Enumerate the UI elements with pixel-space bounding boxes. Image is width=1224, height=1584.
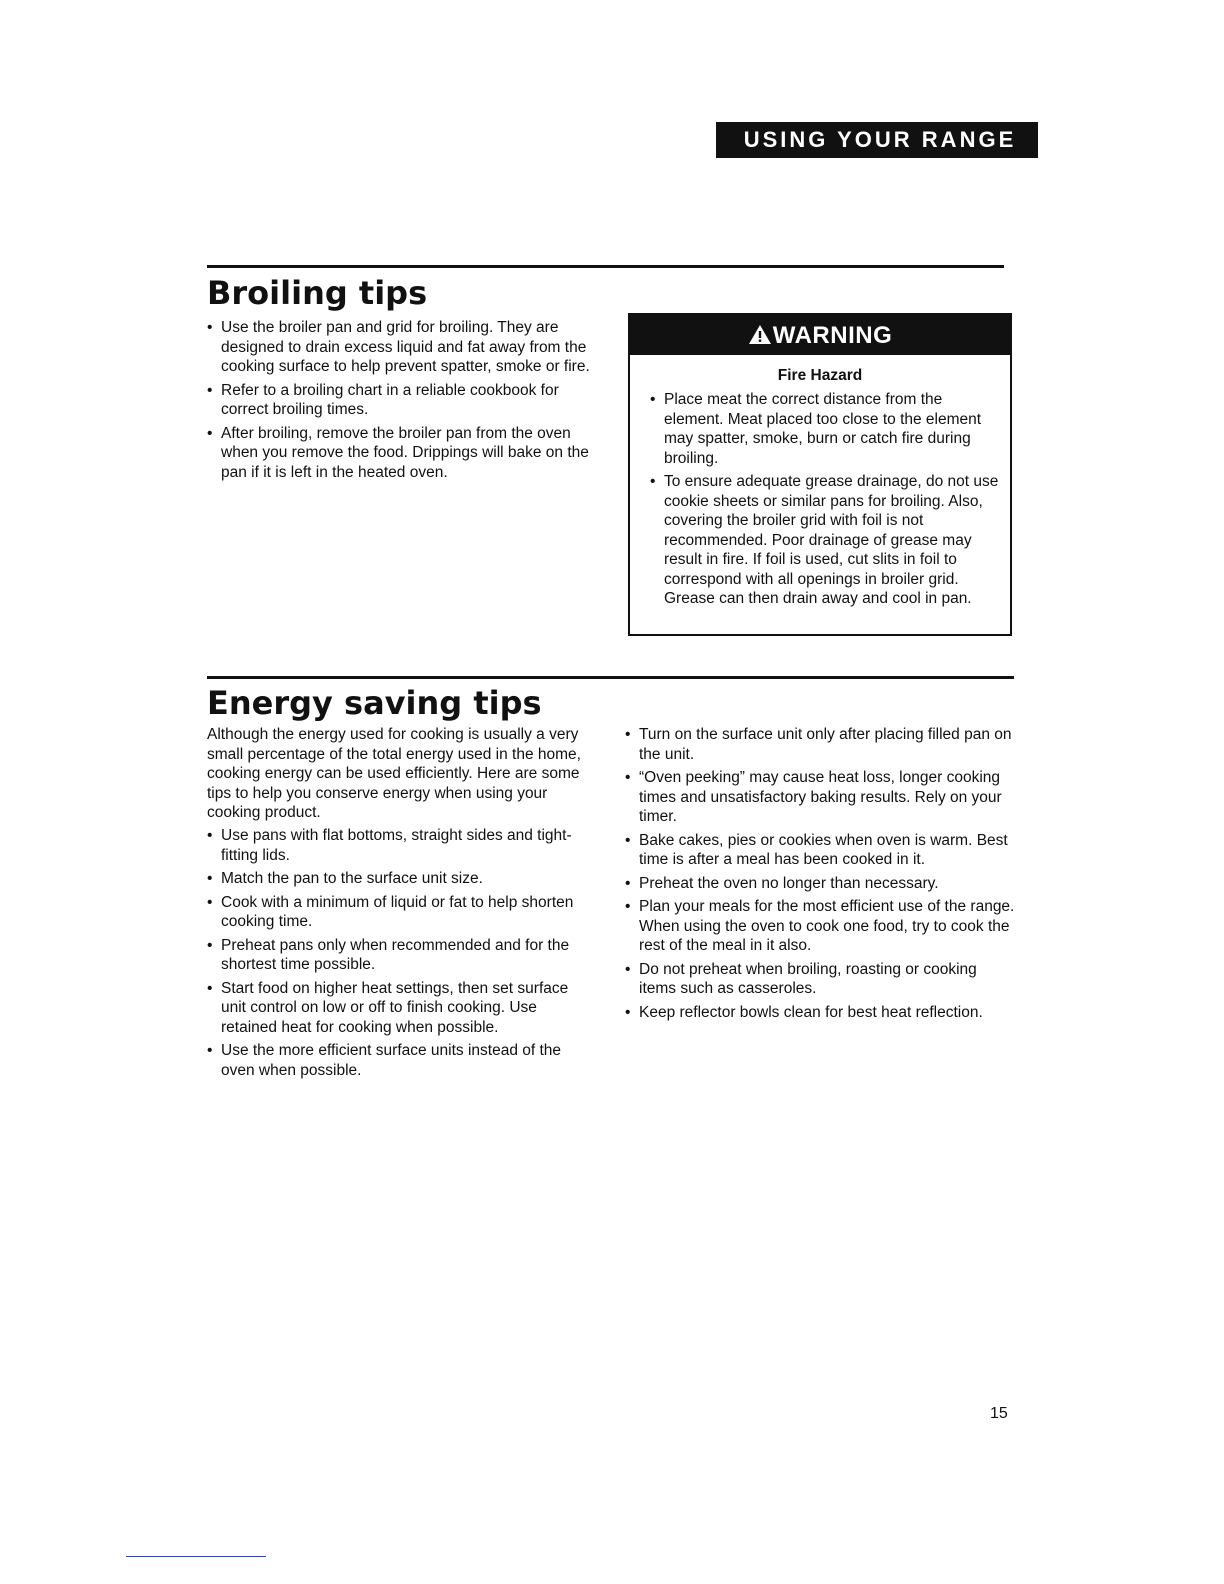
energy-title: Energy saving tips: [207, 684, 542, 722]
broiling-divider: [207, 265, 1004, 268]
footer-divider: [126, 1556, 266, 1557]
energy-tips-left-list: [207, 826, 592, 1084]
list-item: • Turn on the surface unit only after placing filled pan on the unit.: [625, 725, 1015, 764]
list-item: • To ensure adequate grease drainage, do not use cookie sheets or similar pans for broiling. Also, covering the broiler grid with foil is not recommended. Poor drainage of grease may result in fire. If foil is used, cut slits in foil to correspond with all openings in broiler grid. Grease can then drain away and cool in pan.: [650, 472, 1000, 609]
list-item: • Preheat pans only when recommended and for the shortest time possible.: [207, 936, 592, 975]
warning-list: [650, 390, 1000, 613]
warning-triangle-icon: [748, 324, 772, 345]
broiling-title: Broiling tips: [207, 274, 428, 312]
list-item: • Keep reflector bowls clean for best heat reflection.: [625, 1003, 1015, 1023]
list-item: • Plan your meals for the most efficient use of the range. When using the oven to cook one food, try to cook the rest of the meal in it also.: [625, 897, 1015, 956]
list-item: • After broiling, remove the broiler pan from the oven when you remove the food. Drippings will bake on the pan if it is left in the heated oven.: [207, 424, 592, 483]
list-item: • Use the broiler pan and grid for broiling. They are designed to drain excess liquid and fat away from the cooking surface to help prevent spatter, smoke or fire.: [207, 318, 592, 377]
energy-divider: [207, 676, 1014, 679]
broiling-tips-list: [207, 318, 592, 486]
list-item: • Use pans with flat bottoms, straight sides and tight-fitting lids.: [207, 826, 592, 865]
list-item: • Cook with a minimum of liquid or fat to help shorten cooking time.: [207, 893, 592, 932]
page-number: 15: [990, 1405, 1008, 1422]
warning-header: [630, 315, 1010, 355]
energy-tips-right-list: [625, 725, 1015, 1026]
list-item: • Preheat the oven no longer than necessary.: [625, 874, 1015, 894]
list-item: • Match the pan to the surface unit size.: [207, 869, 592, 889]
section-banner: USING YOUR RANGE: [716, 122, 1038, 158]
list-item: • Refer to a broiling chart in a reliable cookbook for correct broiling times.: [207, 381, 592, 420]
list-item: • Bake cakes, pies or cookies when oven is warm. Best time is after a meal has been cooked in it.: [625, 831, 1015, 870]
list-item: • Place meat the correct distance from the element. Meat placed too close to the element may spatter, smoke, burn or catch fire during broiling.: [650, 390, 1000, 468]
list-item: • Start food on higher heat settings, then set surface unit control on low or off to finish cooking. Use retained heat for cooking when possible.: [207, 979, 592, 1038]
warning-label: WARNING: [772, 322, 893, 349]
fire-hazard-subtitle: Fire Hazard: [777, 367, 863, 384]
list-item: • Do not preheat when broiling, roasting or cooking items such as casseroles.: [625, 960, 1015, 999]
energy-intro: Although the energy used for cooking is usually a very small percentage of the total energy used in the home, cooking energy can be used efficiently. Here are some tips to help you conserve energy when using your cooking product.: [207, 726, 581, 821]
list-item: • “Oven peeking” may cause heat loss, longer cooking times and unsatisfactory baking results. Rely on your timer.: [625, 768, 1015, 827]
list-item: • Use the more efficient surface units instead of the oven when possible.: [207, 1041, 592, 1080]
warning-box: [628, 313, 1012, 636]
